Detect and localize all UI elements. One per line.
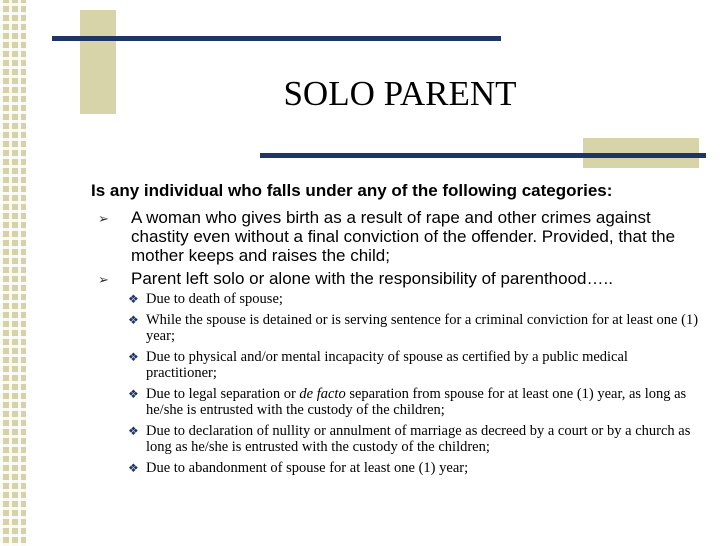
decorative-navy-bar-top xyxy=(52,36,501,41)
sub-list-item-text-after: separation from spouse for at least one (1) year, as long as he/she is entrusted with the custody of the children; xyxy=(146,386,687,418)
sub-list-item xyxy=(119,423,702,455)
list-item xyxy=(92,208,702,265)
decorative-navy-bar-bottom xyxy=(260,153,706,158)
decorative-checkered-strip xyxy=(0,0,26,546)
sub-list-item xyxy=(119,312,702,344)
sub-list-item xyxy=(119,460,702,476)
sub-list-item-text: Due to declaration of nullity or annulment of marriage as decreed by a court or by a church as long as he/she is entrusted with the custody of the children; xyxy=(146,423,691,455)
sub-list-item-text: Due to physical and/or mental incapacity of spouse as certified by a public medical practitioner; xyxy=(146,349,628,381)
list-item xyxy=(92,269,702,476)
decorative-beige-block-top xyxy=(80,10,116,114)
sub-list-item-text: Due to death of spouse; xyxy=(146,291,283,307)
diamond-bullet-icon: ❖ xyxy=(128,461,139,475)
diamond-bullet-icon: ❖ xyxy=(128,424,139,438)
arrow-bullet-icon: ➢ xyxy=(98,272,109,287)
sub-list-item-text: While the spouse is detained or is serving sentence for a criminal conviction for at least one (1) year; xyxy=(146,312,699,344)
diamond-bullet-icon: ❖ xyxy=(128,292,139,306)
sub-list-item-text xyxy=(146,386,702,418)
intro-text: Is any individual who falls under any of the following categories: xyxy=(91,181,613,200)
list-item-text: A woman who gives birth as a result of rape and other crimes against chastity even without a final conviction of the offender. Provided, that the mother keeps and raises the child; xyxy=(131,208,676,265)
arrow-bullet-icon: ➢ xyxy=(98,211,109,226)
sub-list-item-text-italic: de facto xyxy=(299,386,346,402)
diamond-bullet-icon: ❖ xyxy=(128,313,139,327)
sub-list-item xyxy=(119,349,702,381)
sub-category-list xyxy=(128,291,702,476)
diamond-bullet-icon: ❖ xyxy=(128,387,139,401)
slide-title: SOLO PARENT xyxy=(283,74,517,113)
list-item-text: Parent left solo or alone with the responsibility of parenthood….. xyxy=(131,269,613,288)
sub-list-item xyxy=(119,386,702,418)
category-list xyxy=(92,208,702,476)
slide-body xyxy=(92,180,702,481)
sub-list-item xyxy=(119,291,702,307)
sub-list-item-text-before: Due to legal separation or xyxy=(146,386,300,402)
diamond-bullet-icon: ❖ xyxy=(128,350,139,364)
sub-list-item-text: Due to abandonment of spouse for at least one (1) year; xyxy=(146,460,469,476)
